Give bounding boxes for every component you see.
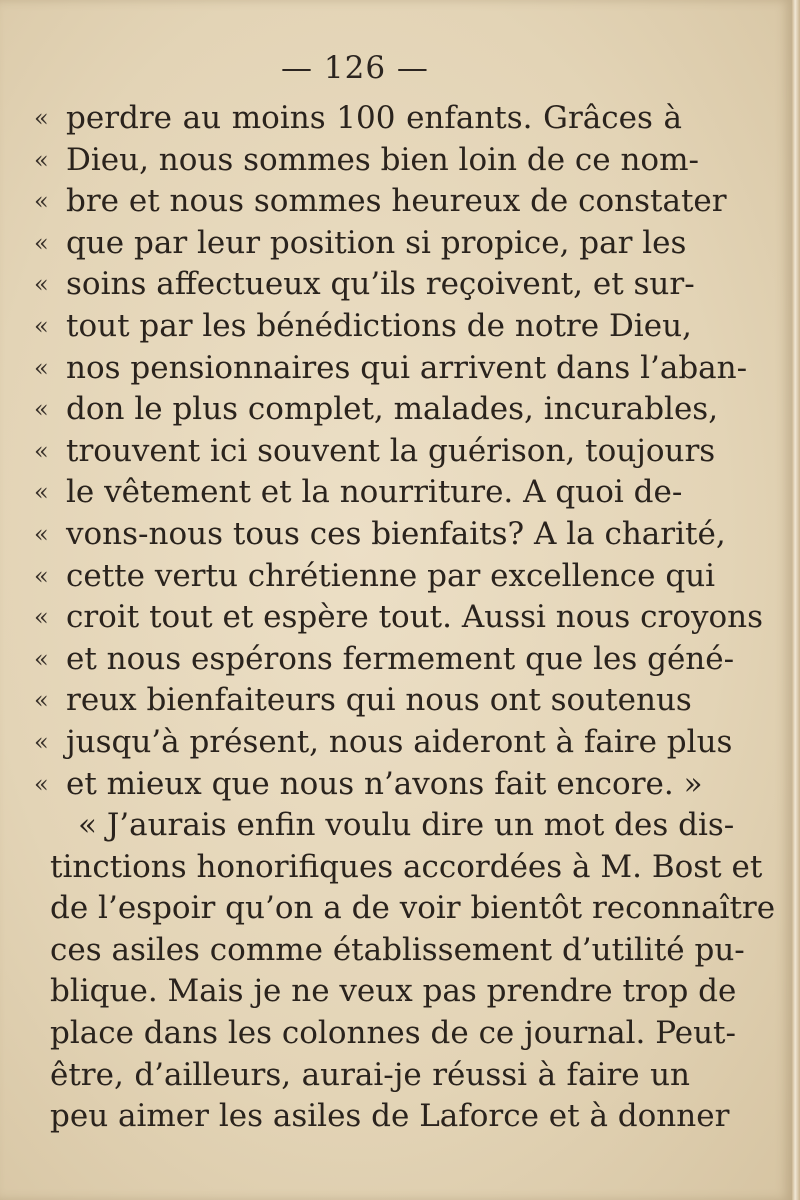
quoted-line [0, 306, 800, 348]
quote-mark: « [34, 436, 49, 465]
quoted-line [0, 181, 800, 223]
body-text [0, 98, 800, 1138]
quoted-line [0, 98, 800, 140]
line-text: soins affectueux qu’ils reçoivent, et sur- [66, 266, 695, 303]
paragraph-line [0, 930, 800, 972]
quote-mark: « [34, 311, 49, 340]
quoted-line [0, 140, 800, 182]
quote-mark: « [34, 478, 49, 507]
paragraph-line [0, 888, 800, 930]
quote-mark: « [34, 395, 49, 424]
quote-mark: « [34, 187, 49, 216]
quote-mark: « [34, 104, 49, 132]
line-text: vons-nous tous ces bienfaits? A la charité, [66, 515, 726, 552]
line-text: perdre au moins 100 enfants. Grâces à [66, 100, 682, 136]
line-text: tinctions honorifiques accordées à M. Bost et [50, 848, 763, 885]
line-text: croit tout et espère tout. Aussi nous croyons [66, 599, 764, 636]
quote-mark: « [34, 686, 49, 715]
paragraph-line [0, 1096, 800, 1138]
paragraph-line [0, 1013, 800, 1055]
quote-mark: « [34, 603, 49, 632]
quote-mark: « [34, 228, 49, 257]
quoted-line [0, 264, 800, 306]
line-text: Dieu, nous sommes bien loin de ce nom- [66, 141, 699, 178]
line-text: reux bienfaiteurs qui nous ont soutenus [66, 682, 692, 719]
quote-mark: « [34, 519, 49, 548]
line-text: de l’espoir qu’on a de voir bientôt reconnaître [50, 890, 776, 927]
line-text: et mieux que nous n’avons fait encore. » [66, 765, 703, 802]
line-text: don le plus complet, malades, incurables, [66, 391, 719, 428]
line-text: « J’aurais enfin voulu dire un mot des dis- [78, 807, 735, 844]
line-text: peu aimer les asiles de Laforce et à donner [50, 1098, 730, 1135]
quoted-line [0, 556, 800, 598]
line-text: jusqu’à présent, nous aideront à faire plus [66, 723, 733, 760]
quoted-line [0, 431, 800, 473]
line-text: nos pensionnaires qui arrivent dans l’aban- [66, 349, 748, 386]
quoted-line [0, 764, 800, 806]
quoted-line [0, 472, 800, 514]
quoted-line [0, 597, 800, 639]
line-text: être, d’ailleurs, aurai-je réussi à faire un [50, 1056, 690, 1093]
line-text: bre et nous sommes heureux de constater [66, 183, 727, 220]
line-text: tout par les bénédictions de notre Dieu, [66, 307, 692, 344]
line-text: place dans les colonnes de ce journal. Peut- [50, 1015, 736, 1052]
quoted-line [0, 514, 800, 556]
page-number: — 126 — [281, 50, 429, 86]
quoted-line [0, 680, 800, 722]
quoted-line [0, 223, 800, 265]
page-edge [792, 0, 800, 1200]
quote-mark: « [34, 353, 49, 382]
line-text: cette vertu chrétienne par excellence qui [66, 557, 716, 594]
line-text: ces asiles comme établissement d’utilité pu- [50, 931, 745, 968]
paragraph-line [0, 805, 800, 847]
quote-mark: « [34, 270, 49, 299]
quoted-line [0, 389, 800, 431]
quoted-line [0, 348, 800, 390]
line-text: blique. Mais je ne veux pas prendre trop de [50, 973, 737, 1010]
quote-mark: « [34, 561, 49, 590]
quoted-line [0, 722, 800, 764]
line-text: trouvent ici souvent la guérison, toujours [66, 432, 716, 469]
quote-mark: « [34, 727, 49, 756]
quote-mark: « [34, 769, 49, 798]
quote-mark: « [34, 145, 49, 174]
paragraph-line [0, 971, 800, 1013]
line-text: et nous espérons fermement que les géné- [66, 640, 735, 677]
line-text: le vêtement et la nourriture. A quoi de- [66, 474, 683, 511]
line-text: que par leur position si propice, par les [66, 224, 687, 261]
quoted-line [0, 639, 800, 681]
quote-mark: « [34, 644, 49, 673]
paragraph-line [0, 1055, 800, 1097]
paragraph-line [0, 847, 800, 889]
